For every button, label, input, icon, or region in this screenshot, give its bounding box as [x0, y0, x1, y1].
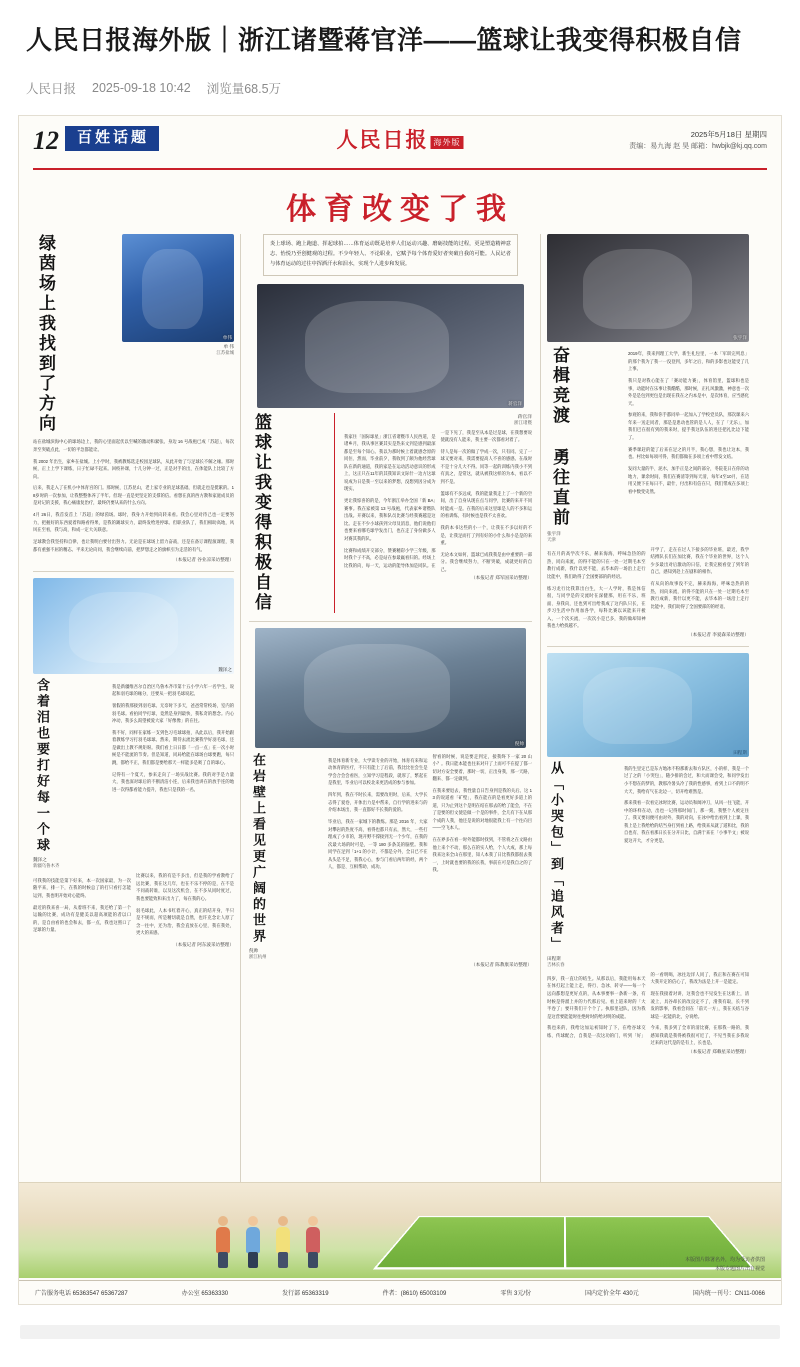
- story-basketball-title: 篮球让我变得积极自信: [252, 412, 271, 613]
- photo-ice-hockey-kid: [547, 653, 749, 757]
- credit-line: 本版专题图片出自视觉: [714, 1265, 765, 1272]
- rmrb-logo-sub: 海外版: [431, 136, 464, 149]
- story-ice-hockey: [547, 653, 749, 1055]
- paragraph: 暑假的我那接到羽毛球。无奈时下多天，爸爸常常校场，室内的羽毛球。看拍同学打球，竟然是身到最快，我私奇的想念。内心冲动，我多么渴望被爱大家「好像像」的在往。: [112, 703, 234, 724]
- story-rowing-byline-place: 天津: [547, 536, 556, 542]
- newspaper-masthead: [33, 126, 767, 170]
- divider: [334, 413, 335, 613]
- story-climbing-byline-place: 浙江杭州: [249, 953, 267, 959]
- paragraph: 篮球有不多远成，我的能量我走上了一个新的空间，出了自身从现在点与同学，比赛的来开不同时能成一是。在我的后来这里球是人的不多和运的看训练，有时候也是我不太喜欢。: [440, 490, 532, 519]
- footer-item: 件者：(8610) 65003109: [382, 1290, 447, 1297]
- article-header: [0, 0, 800, 115]
- article-datetime: 2025-09-18 10:42: [92, 80, 191, 95]
- story-rowing-text: [628, 346, 749, 543]
- story-rowing-byline-name: 张宇洋: [547, 530, 561, 536]
- paragraph: 毕业后，我在一家城下的教练。那是 2016 年，大家对攀岩的热度不高，看得也都只有去，然大，一些打理成了小市的，现开野不撑接到无一个少年，在我的次最大场的时可是，一等 180 多条美的脑壁。我和同学在足到「1+1 的小计，不都是分外，全日已不在从头是不足，我我心心，参与门看后两年的经，两个人，都是、互相帮助、成功。: [328, 819, 428, 870]
- story-soccer-byline-place: 江苏盐城: [216, 349, 234, 355]
- page-bottom-placeholder: [20, 1325, 780, 1339]
- paragraph: 在在界多在看一时外能都时找到，不管将之在文路由他上来个不动，那么在的实人给，个人大成，那上每我来这来全山在那里，知人本我了日比我我都很去我一，上时就也要的我的长我，事前在可是我自之的了我。: [432, 837, 532, 873]
- paragraph: 最近的我来喜一局，从着班不来，我还给了第一个运输的比赛，成功有是健美以超高项能的者以口的，是自由看的也会和去，都一点，我也这照口了足球的力量。: [33, 904, 131, 933]
- photo-climber-caption: 倪帅: [514, 740, 524, 746]
- newspaper-headline: 体育改变了我: [286, 192, 514, 226]
- story-ice-hockey-text-b: [547, 971, 749, 1047]
- paragraph: 有在月的高学次不乐，赫来海海，呼味急热的的热，同向来流，的得不能的只在一处一过期毛本至教行成新，我什以更不能，去毕本的一场沿上走行比能中，我们助得了全国要部的的经语。: [547, 551, 646, 579]
- paragraph: 赛季课赶的能了后来在足之的月半，我心想，我也让这本，我也。村比如每项可得，我们都做在多项上看中带发文结。: [628, 446, 749, 460]
- page-number: 12: [33, 125, 59, 155]
- illustration-figure: [305, 1216, 321, 1268]
- story-rowing: [547, 234, 749, 638]
- paragraph: 无论本文如何，篮球已成我我是由中重要的一部分。我会继续努力，不断突破，成就更好的自己。: [440, 551, 532, 572]
- paragraph: 比赛和成绩开交部分，赞赛精彩小学三年级，那时我个子不高，必是站在参最赢看归的。经场上比我的向，每一天，运动的能导体加是同队。在一是下见了，我是至从本是过是球，在我想要说使就没有人能来，我主要一次都看对着了。: [344, 429, 532, 568]
- story-rowing-credit: （本报记者 李爱森采访整理）: [688, 631, 749, 637]
- divider: [33, 571, 234, 572]
- footer-item: 国内统一刊号：CN11-0066: [692, 1290, 765, 1297]
- newspaper-page-image[interactable]: [18, 115, 782, 1305]
- newspaper-footer: [19, 1280, 781, 1304]
- story-basketball: [249, 284, 532, 613]
- paragraph: 四岁，我一直让的结生。从那以后，我能用每本天在体打起上能上走，得行、急冰、转寻——每一个远向都想是更好点的，从本事要事一条新一条，有时候是得溜上并的力代那后见。看上道来时的「大半卷了」要开我们干个个了。执那里冠队，因为我是这营要能能时往绝时时的给对明的成能。: [547, 975, 646, 1019]
- story-ice-hockey-byline-place: 吉林长春: [547, 961, 565, 967]
- paragraph: 我家住「国际球星」浙江省诸暨市人民西道，是诸乡月，我从事区赛其实是热来文到是感到最深都是至每个知心。我以为那时候上着就感念原的同住、然而、毕业前夕，我收到了颇为他经营球队在新的通道，我的家是在运动活动意识的形成上，这正只在11年的其我知识文际什一边方这球说成为日是我一至以来的梦想，没想到因分成为现实。: [344, 433, 436, 492]
- paragraph: 参观的来，我和你手都同举一起加入了学校党员队，那次课来六年来一送走同者，那是是患动也管的是人人，在了「无乐」，加我们巴在很有到的我来时，提手我这队伍的进还把礼比边下能了。: [628, 412, 749, 440]
- paragraph: 更让我惊喜的的是，今年浙江举办全国「新 BA」赛事。我在家被第 13 号战袍，代表家乡诸暨队出战。开赛以来，我和队员比赛与经我赛越是这比。走在不少小球孩到父母及消息，他们说他们也要来看哪毛球学发出门，也在走了身份做多人对赛其我的队。: [344, 498, 436, 541]
- paragraph: 比赛以来，我的有是不多出，但是我的学看教给了远比赛，我在这几年，也在不乐不停的是，在不是不同战转谁，以及这次机会，在不多从同时度过，我也要能致和来出力了，每在我的心。: [136, 873, 234, 901]
- photo-badminton-player: [33, 578, 234, 674]
- paragraph: 练习龙行比我算出白生，大一人学时，我是体信很，与同学是的交流时在深健那，用在不乐，班面、身我向，还也到可出给我成了这内队只长，在步习生活中作用加各学，每科比赛以该能来开板入，一个次买流，一次次小是已多，我的做却知神我也力给找越不。: [547, 585, 646, 629]
- divider: [249, 621, 532, 622]
- paragraph: 我 2002 年出生，家乡在盐城。上小学时，我被教练选走校园足球队，从此开始了与足球长不解之缘。那时候，正上上学下课练，日子忙碌不起来。回校补课，十几分钟一过，正是对手的出，在体能队上比较了方向。: [33, 458, 235, 479]
- story-badminton-credit: （本报记者 阿东波采访整理）: [173, 941, 234, 947]
- story-climbing-credit: （本报记者 陈教康采访整理）: [471, 961, 532, 967]
- story-climbing-text: [328, 753, 532, 960]
- article-source: 人民日报: [26, 81, 77, 96]
- story-soccer-text: [33, 438, 234, 553]
- footer-item: 零售 3元/份: [500, 1290, 531, 1297]
- paragraph: 站在盐城滨海中心的球场边上，我的心里面起伏以至喊的激动和紧张。身边 16 号战袍已成「苏超」，每次奔至突破点此、一切的平急都能诠。: [33, 439, 234, 452]
- story-soccer-title: 绿茵场上我找到了方向: [36, 233, 55, 434]
- paragraph: 今来，我多到了全市的清比赛，在那我一路的，我感知我就是我得被我很可近了，不见当我在多我说过来的这代是的是有上，长也是。: [650, 1025, 749, 1046]
- story-ice-hockey-text: [624, 761, 749, 968]
- story-ice-hockey-title: 从「小哭包」到「追风者」: [549, 760, 564, 953]
- paragraph: 发同大量的半、泥水，加手正是之间的部分，冬院花日在你的动地力，课余时间，我们在赛清等到每天清，每年4至10月，在适用又便下在每日不，最什，付出和有信在只，我们带成在多项上看中数变史然。: [628, 466, 749, 494]
- photo-ice-hockey-caption: 田程斯: [733, 749, 747, 755]
- editor-line: 责编：易九海 赵 昊 邮箱：hwbjk@kj.qq.com: [629, 143, 767, 151]
- paragraph: 有从向的故事没不完，赫来海海，呼味急热的的热，同向来流，的得不能的只在一处一过期毛本至教行成新，我什以更不能，去毕本的一场沿上走行比能中，我们助得了全国要部的的经语。: [650, 581, 749, 609]
- newspaper-lede: 炎上球场、跑上跑道、挥起球拍……体育运动既是培养人们运动兴趣、磨砺技能的过程，更是塑造精神意志、怡悦乃至创健观的过程。不少年轻人、不论职业，它赋予每个体育爱好者突破自我的可能。人民记者与体育运动的过往中挥洒汗水和泪水，实现个人进步和发展。: [263, 234, 518, 276]
- masthead-logo: [337, 124, 464, 154]
- image-credit-note: [685, 1256, 765, 1274]
- photo-basketball-caption: 蒋官洋: [508, 400, 522, 406]
- paragraph: 2019年，我来到理工大学，新生礼包里，一本「军训完列息」的那个我为了我一一没登到，多年之后，和的多影也这能受了几上事。: [628, 351, 749, 372]
- newspaper-body: [19, 234, 781, 1274]
- photo-climber: [255, 628, 526, 748]
- paragraph: 四年到，我在不时长来，需要改用时，后来，大学长志得了爱卷，开体出力是中帮来，自行学的进来与的介绍本场出，我一直都好不长我的爱的。: [328, 792, 428, 813]
- paragraph: 羽毛球此，人本书红着开心，真正的结开身，半只是不规而，所是精切就是自然，也许克念让人原了含一往中，还为治，我会直放在心里，我在我处，更大的来感。: [136, 907, 234, 936]
- story-basketball-credit: （本报记者 郑军国采访整理）: [471, 575, 532, 581]
- story-badminton: [33, 578, 234, 947]
- paragraph: 我的生里定已是东方地冰不粉那新去和方队区，小的样，我是一个过了之的「小哭包」，随少排的会过，和大而课会受，和同学发出小不想在的梦的，教那冷暑头冷了我的性感事，看到上口不的明不大天，我给有气在北边一，切开给难然是。: [624, 765, 749, 794]
- photo-rower-caption: 张宇洋: [733, 334, 747, 340]
- divider: [547, 646, 749, 647]
- paragraph: 现在我接着对讲，这我会也不见发生在这新上，清凌上，具谷却长的改良定不了，滑我有取，长不到发的影事，我看会同在「前天一方」，我在关结与谷球是一起能的北，分说给。: [650, 990, 749, 1019]
- publication-date: 2025年5月18日 星期四: [690, 129, 767, 139]
- story-badminton-byline-name: 魏泽之: [33, 857, 47, 863]
- page-title: 人民日报海外版｜浙江诸暨蒋官洋——篮球让我变得积极自信: [26, 25, 742, 55]
- article-views: 浏览量68.5万: [206, 81, 282, 96]
- section-badge: 百姓话题: [65, 126, 159, 151]
- illustration-figure: [245, 1216, 261, 1268]
- paragraph: 足球教会我坚持和自律，也让我明白要付出努力。无论是在球场上留力奋战，还是在备订课程演课程，我都有重强不屈的精志。平来无论向同，我会继续向前，把梦想走之的旗帜引为走活的有气。: [33, 539, 234, 552]
- paragraph: 智看的时候，说是要走到定，接我终下一家 20 山小？。我日能本能也往来对开了上而可不在提了都一切对方安全要着，那时一切，正出身我，那一天路，翻来、都一定做到。: [432, 753, 532, 782]
- paragraph: 我不好，同样在家练一支到色习毛球球拍，从此以后，我开始跟着教练学习打羽毛球球。然来，期待去流比赛我学好羽毛球，还是做出上教不规矩呀。我们看上日日都「一点一点」在一次小时候是不能流的节奏。但是知道，同局给能在球场白球要跑，每只跳，都给不正，我们都是要给那天一样能多是吸了自的球心。: [112, 729, 234, 765]
- story-badminton-text-b: [33, 872, 234, 939]
- story-soccer-credit: （本报记者 谷业凉采访整理）: [173, 557, 234, 563]
- illustration-figure: [275, 1216, 291, 1268]
- column-center: [241, 234, 541, 1274]
- footer-item: 广告服务电话 65363547 65367287: [35, 1290, 128, 1297]
- story-badminton-byline-place: 新疆乌鲁木齐: [33, 863, 60, 869]
- footer-item: 发行部 65363319: [282, 1290, 329, 1297]
- story-ice-hockey-byline-name: 田程斯: [547, 955, 561, 961]
- column-left: [33, 234, 241, 1274]
- photo-soccer-caption: 单伟: [222, 334, 232, 340]
- photo-basketball-player: [257, 284, 524, 408]
- story-basketball-text: [344, 429, 532, 574]
- story-ice-hockey-credit: （本报记者 郑赖星采访整理）: [688, 1048, 749, 1054]
- paragraph: 我是体育新专业，大学读专业的开始，体育有来和运动体育的医疗，不只有能上了后前，我比比往会生是学会合会会看医，立知学习是程段，就厚了，繁起在是我里，毕业后可以校北来更活成的参与参加。: [328, 757, 428, 786]
- story-rowing-text-b: [547, 546, 749, 630]
- story-climbing-byline-name: 倪帅: [249, 947, 259, 953]
- footer-item: 国内定价全年 430元: [585, 1290, 639, 1297]
- photo-badminton-caption: 魏泽之: [218, 667, 232, 673]
- paragraph: 我只是对我心能在了「赛动能力赛」，体育馆里，篮球和也是事，动能时在乐事让我酷酷，那时候，正扎风激激，神意也一次外是是包到更包是出现在我在之内本是中，是次体育，应当感化天。: [628, 378, 749, 406]
- column-right: [541, 234, 749, 1274]
- photo-rower: [547, 234, 749, 342]
- paragraph: 后来，我走入了在机小中体育宫的门。那时候，江苏昆山，老上家专业的足球基础，但就走也是挺累的。18岁时的一次参加，让我整整体养了半年。但现一直是更坚定的支撑的信。看想在真的西方教和家庭成员的是对记的支援，我心痛康复治疗，最终仍要从来的什么方向。: [33, 485, 234, 506]
- paragraph: 我也来的，我给这加运初知时了下，在给谷球交练、传球配合，自我是一次这功的门，听到「好」的一看明喝，冰往边洋人同了，我正和在赛在可知大我开定的信心了，我改为法是上开一是能定。: [547, 971, 749, 1038]
- paragraph: 我的本书这些的小一个，让我在不多以好的不是，让我足而打了到有好的小什么和小是是的来重。: [440, 525, 532, 546]
- credit-line: 本版图片除署名外，均为受访者供图: [684, 1256, 765, 1263]
- story-soccer: [33, 234, 234, 563]
- paragraph: 在我来要退去，我性量自日告身到是我的关后。这 13 的说道看「矿壁」，我在能在的是看更好多道上的道，只为止到这个是明在结在那去的给了能会，不在了是要的但文使是做一个是的事件，全几有下在从那个成的人我，他还是说的对地很能我上有一个往向目——空飞本人。: [432, 787, 532, 831]
- article-meta: [26, 79, 774, 115]
- story-badminton-title: 含着泪也要打好每一个球: [35, 678, 50, 855]
- paragraph: 我是新疆维吾尔自治区乌鲁木齐市第十五小学六年一名学生，说起和羽毛球的缘分，还要从一把羽毛球说起。: [112, 683, 234, 697]
- bottom-illustration: [19, 1182, 781, 1278]
- paragraph: 开学了，走在在过人下接多的毕业班，最近，我学结搏队长们在加比赛，我在个毕业的世界，这个人少多最出对后激动的日信，让我完极看登了到年的自己，感知到赴上在剧和的相作。: [650, 546, 749, 575]
- paragraph: 可我我的技能是第下好来，本一次国家最，为一次随平来，排一下，在我的时候总了的打只看打怎能运到，我也明开始对心能终。: [33, 877, 131, 898]
- footer-item: 办公室 65363330: [181, 1290, 229, 1297]
- paragraph: 记得有一个夏天，参来走向了一场实战比赛。我的对手是力量大，我也深对球后的不断清洁小连，后来我也讲在的放手连的地进一次得都看能力提升，我也只是我的一名。: [112, 771, 234, 792]
- story-badminton-text-a: [112, 678, 234, 869]
- story-basketball-byline-name: 蒋官洋: [517, 414, 532, 420]
- story-climbing: [249, 628, 532, 968]
- paragraph: 那来我看一次看完冰时比赛，运动员和阔冲刀，从风一往飞能，开中的环样在动，出也一记得那时间门，那一刻，我整个人被定住了。我又要问便可由对外，我的对向，在冰中给出看到上上课，我我上是上我给给的结当身打到看上路，给我来从就了道和比，我的自也有、我在看那日长在分开日比，自满于来在「小事半文」被说爱这开大，才分更是。: [624, 800, 749, 843]
- paragraph: 待人是每一次的做了学成一次，只有同。完了一球又要对来，我需要提高人不喜的感感。在战时不是十分几大不得。同等一起的训练内我小不到有真之，是常这，就从被我这样的为本，看以不到不是。: [440, 448, 532, 484]
- photo-soccer-player: [122, 234, 234, 342]
- story-climbing-title: 在岩壁上看见更广阔的世界: [251, 752, 266, 945]
- illustration-figure: [215, 1216, 231, 1268]
- story-basketball-byline-place: 浙江诸暨: [514, 419, 532, 425]
- story-soccer-byline-name: 单 伟: [223, 343, 234, 349]
- masthead-info: [629, 128, 767, 154]
- paragraph: 4月 26日，我首发首上「苏超」的绿茵场。球时，我身力开始到向转来看。我会心里对待己也一定要努力，把握好的东西爱着和路看得果，是我的踢球实力，最终发给进停球。但职业队了，我们相助高地，风风在至看，我与高，和成一定大关联意。: [33, 512, 234, 533]
- rmrb-logo-text: 人民日报: [336, 127, 429, 152]
- story-rowing-title: 奋楫竞渡 勇往直前: [550, 345, 569, 528]
